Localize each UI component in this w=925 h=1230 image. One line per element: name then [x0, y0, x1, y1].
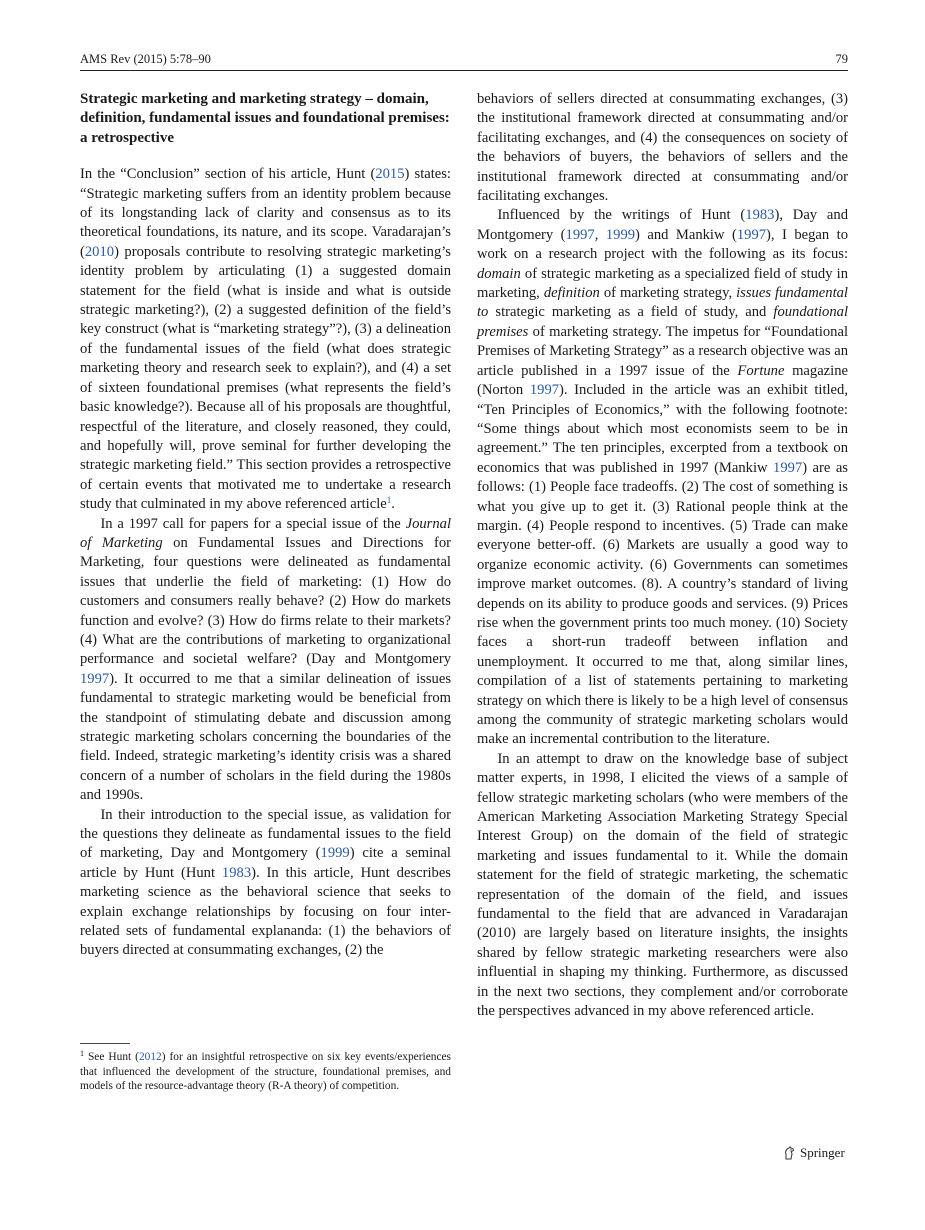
- right-column: [477, 90, 848, 1022]
- text-run: In their introduction to the special issue, as validation for the questions they delineate as fundamental issues to the field of marketing, Day and Montgomery (: [80, 806, 451, 862]
- publisher-name: Springer: [800, 1145, 845, 1160]
- text-run: ) for an insightful retrospective on six key events/experiences that influenced the development of the structure, foundational premises, and models of the resource-advantage theory (R-A theory) of competition.: [80, 1051, 451, 1092]
- citation-link[interactable]: 1999: [320, 845, 350, 862]
- page-number: 79: [835, 52, 848, 66]
- text-run: ). In this article, Hunt describes marketing science as the behavioral science that seeks to explain exchange relationships by focusing on four inter-related sets of fundamental explananda: (1) the behaviors of buyers directed at consummating exchanges, (2) the: [80, 864, 451, 959]
- emphasis: issues fundamental to: [477, 285, 848, 321]
- text-run: ). Included in the article was an exhibit titled, “Ten Principles of Economics,” with the following footnote: “Some things about which most economists seem to be in agreement.” The ten principles, excerpted from a textbook on economics that was published in 1997 (Mankiw: [477, 382, 848, 476]
- text-run: ), I began to work on a research project with the following as its focus:: [477, 226, 849, 263]
- text-run: .: [391, 496, 395, 513]
- text-run: on Fundamental Issues and Directions for Marketing, four questions were delineated as fundamental issues that underlie the field of marketing: (1) How do customers and consumers really behave? (2) How do markets function and evolve? (3) How do firms relate to their markets? (4) What are the contributions of marketing to organizational performance and societal welfare? (Day and Montgomery: [80, 534, 452, 668]
- citation-link[interactable]: 1983: [745, 207, 775, 224]
- citation-link[interactable]: 1997: [565, 226, 595, 243]
- paragraph: In an attempt to draw on the knowledge base of subject matter experts, in 1998, I elicited the views of a sample of fellow strategic marketing scholars (who were members of the American Marketing Association Marketing Strategy Special Interest Group) on the domain of the field of strategic marketing and issues fundamental to it. While the domain statement for the field of strategic marketing, the schematic representation of the domain of the field, and issues fundamental to the field that are advanced in Varadarajan (2010) are largely based on literature insights, the insights shared by fellow strategic marketing researchers were also influential in shaping my thinking. Furthermore, as discussed in the next two sections, they complement and/or corroborate the perspectives advanced in my above referenced article.: [477, 750, 848, 1020]
- footnote-number: 1: [80, 1049, 84, 1058]
- footnote-divider: [80, 1043, 130, 1044]
- paragraph: [477, 206, 848, 749]
- section-title: Strategic marketing and marketing strategy – domain, definition, fundamental issues and foundational premises: a retrospective: [80, 91, 450, 146]
- journal-name: Journal of Marketing: [80, 515, 451, 551]
- text-run: Influenced by the writings of Hunt (: [497, 207, 746, 224]
- text-run: of marketing strategy. The impetus for “Foundational Premises of Marketing Strategy” as a research objective was an article published in a 1997 issue of the: [477, 323, 848, 379]
- text-run: strategic marketing as a field of study, and: [488, 304, 774, 321]
- citation-link[interactable]: 1983: [221, 864, 252, 881]
- citation-link[interactable]: 1997: [736, 226, 767, 243]
- left-column: [80, 90, 451, 961]
- citation-link[interactable]: 2012: [138, 1051, 162, 1063]
- springer-horse-icon: [783, 1146, 796, 1160]
- citation-link[interactable]: 1997: [773, 459, 803, 476]
- text-run: ) and Mankiw (: [635, 226, 737, 243]
- paragraph: behaviors of sellers directed at consummating exchanges, (3) the institutional framework directed at consummating and/or facilitating exchanges, and (4) the consequences on society of the behaviors of buyers, the behaviors of sellers and the institutional framework directed at consummating and/or facilitating exchanges.: [477, 91, 848, 205]
- magazine-name: Fortune: [737, 362, 785, 379]
- text-run: ) cite a seminal article by Hunt (Hunt: [80, 845, 451, 881]
- emphasis: definition: [543, 285, 600, 302]
- text-run: ) proposals contribute to resolving strategic marketing’s identity problem by articulating (1) a suggested domain statement for the field (what is inside and what is outside strategic marketing?), (2) a suggested definition of the field’s key construct (what is “marketing strategy”?), (3) a delineation of the fundamental issues of the field (what does strategic marketing theory and research seek to explain?), and (4) a set of sixteen foundational premises (what represents the field’s basic knowledge?). Because all of his proposals are thoughtful, respectful of the literature, and closely reasoned, they could, and hopefully will, prove seminal for further developing the strategic marketing field.” This section provides a retrospective of certain events that motivated me to undertake a research study that culminated in my above referenced article: [80, 243, 451, 513]
- text-run: ) are as follows: (1) People face tradeoffs. (2) The cost of something is what you give up to get it. (3) Rational people think at the margin. (4) People respond to incentives. (5) Trade can make everyone better-off. (6) Markets are usually a good way to organize economic activity. (6) Governments can sometimes improve market outcomes. (8). A country’s standard of living depends on its ability to produce goods and services. (9) Prices rise when the government prints too much money. (10) Society faces a short-run tradeoff between inflation and unemployment. It occurred to me that, along similar lines, compilation of a list of statements pertaining to marketing strategy on which there is likely to be a high level of consensus among the community of strategic marketing scholars would make an incremental contribution to the literature.: [477, 459, 848, 748]
- text-run: In a 1997 call for papers for a special issue of the: [100, 515, 406, 532]
- running-header: [80, 50, 848, 71]
- publisher-logo: [783, 1145, 845, 1161]
- citation-link[interactable]: 1999: [605, 226, 636, 243]
- emphasis: foundational premises: [477, 304, 848, 340]
- citation-link[interactable]: 1997: [80, 670, 110, 687]
- citation-link[interactable]: 2010: [84, 243, 115, 260]
- journal-citation: AMS Rev (2015) 5:78–90: [80, 52, 211, 66]
- footnote-marker[interactable]: 1: [386, 495, 392, 506]
- text-run: ,: [594, 226, 606, 243]
- text-run: ), Day and Montgomery (: [477, 207, 848, 243]
- text-run: of strategic marketing as a specialized field of study in marketing,: [477, 265, 848, 302]
- text-run: ). It occurred to me that a similar delineation of issues fundamental to strategic marketing would be beneficial from the standpoint of stimulating debate and discussion among strategic marketing scholars concerning the boundaries of the field. Indeed, strategic marketing’s identity crisis was a shared concern of a number of scholars in the field during the 1980s and 1990s.: [80, 670, 451, 804]
- text-run: In the “Conclusion” section of his article, Hunt (: [80, 166, 376, 183]
- paragraph: [80, 165, 451, 514]
- text-run: of marketing strategy,: [599, 285, 737, 302]
- citation-link[interactable]: 2015: [375, 166, 405, 183]
- citation-link[interactable]: 1997: [529, 382, 560, 399]
- text-run: See Hunt (: [84, 1051, 139, 1063]
- text-run: ) states: “Strategic marketing suffers from an identity problem because of its longstanding lack of clarity and consensus as to its theoretical foundations, its nature, and its scope. Varadarajan’s (: [80, 166, 451, 260]
- footnote: [80, 1050, 451, 1094]
- text-run: magazine (Norton: [477, 362, 848, 399]
- paragraph: [80, 515, 451, 806]
- paragraph: [80, 806, 451, 961]
- emphasis: domain: [477, 265, 521, 282]
